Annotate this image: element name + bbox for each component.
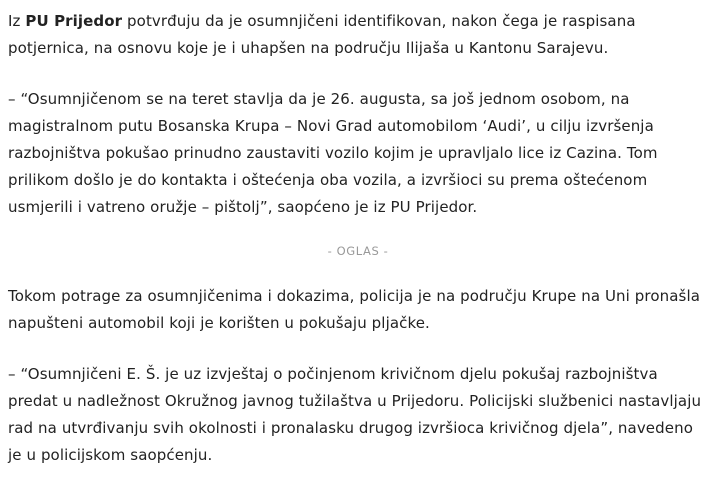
paragraph-arrest: [8, 8, 708, 62]
paragraph-prefix: Iz: [8, 12, 26, 30]
paragraph-prosecution-quote: – “Osumnjičeni E. Š. je uz izvještaj o počinjenom krivičnom djelu pokušaj razbojništva predat u nadležnost Okružnog javnog tužilaštva u Prijedoru. Policijski službenici nastavljaju rad na utvrđivanju svih okolnosti i pronalasku drugog izvršioca krivičnog djela”, navedeno je u policijskom saopćenju.: [8, 365, 702, 464]
police-unit-name: PU Prijedor: [25, 12, 123, 30]
paragraph-rest: potvrđuju da je osumnjičeni identifikovan, nakon čega je raspisana potjernica, na osnovu koje je i uhapšen na području Ilijaša u Kantonu Sarajevu.: [8, 12, 636, 57]
paragraph-search: Tokom potrage za osumnjičenima i dokazima, policija je na području Krupe na Uni pronašla napušteni automobil koji je korišten u pokušaju pljačke.: [8, 287, 701, 332]
advertisement-label: - OGLAS -: [327, 244, 389, 258]
paragraph-police-quote: – “Osumnjičenom se na teret stavlja da je 26. augusta, sa još jednom osobom, na magistralnom putu Bosanska Krupa – Novi Grad automobilom ‘Audi’, u cilju izvršenja razbojništva pokušao prinudno zaustaviti vozilo kojim je upravljalo lice iz Cazina. Tom prilikom došlo je do kontakta i oštećenja oba vozila, a izvršioci su prema oštećenom usmjerili i vatreno oružje – pištolj”, saopćeno je iz PU Prijedor.: [8, 90, 658, 216]
